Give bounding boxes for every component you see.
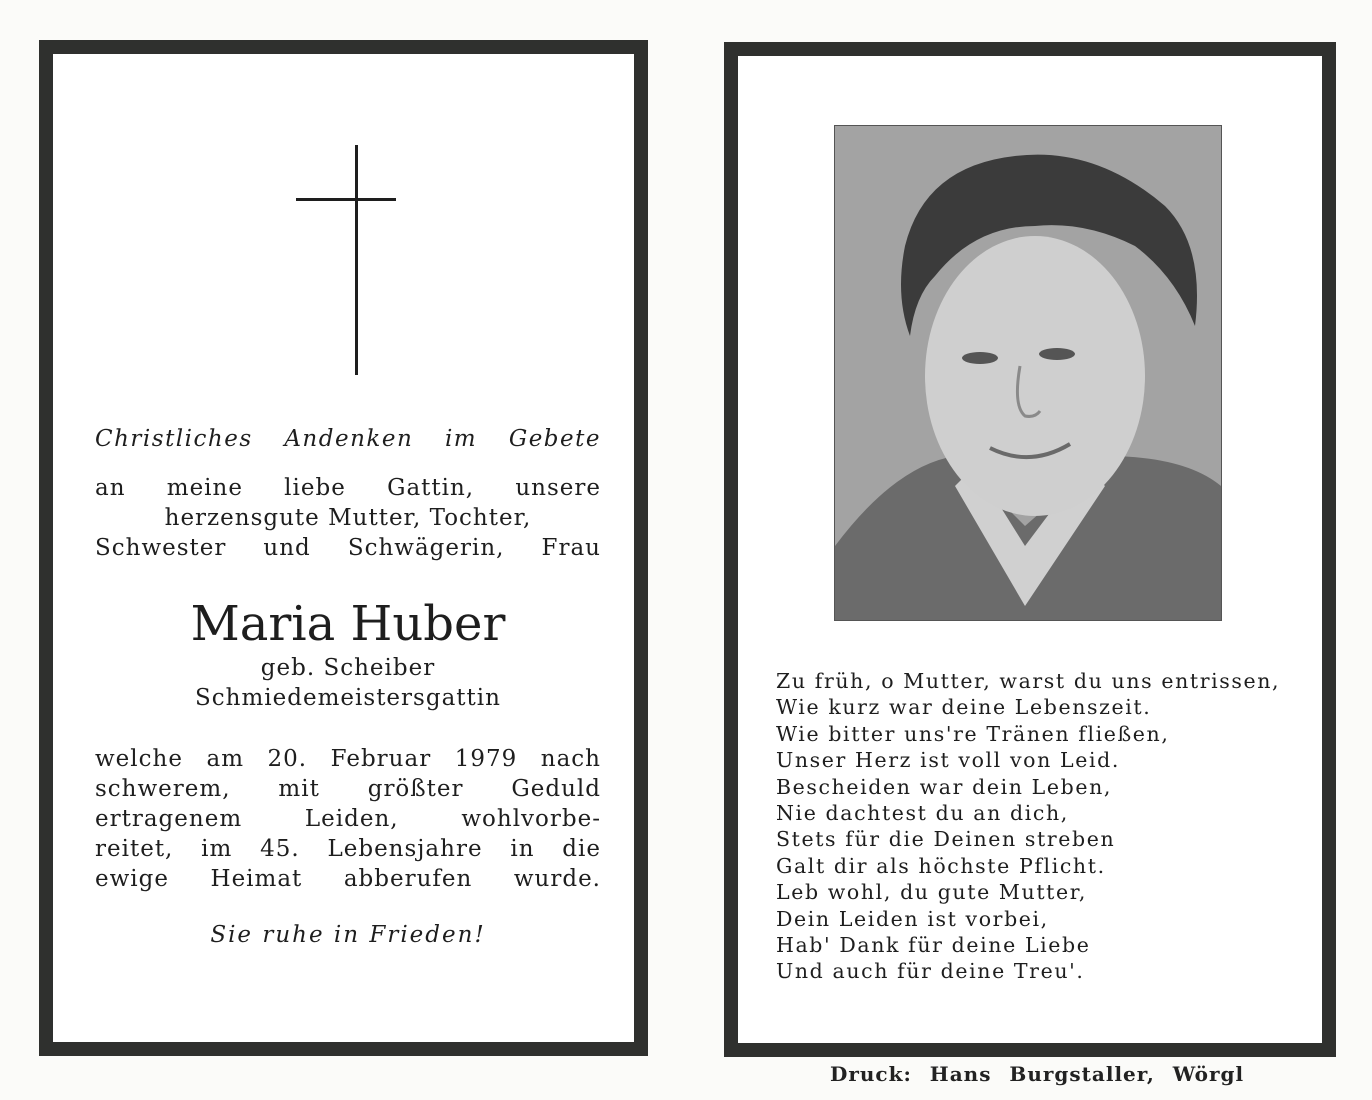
memorial-poem — [776, 668, 1280, 985]
name-subtitle — [95, 653, 601, 713]
portrait-photo — [834, 125, 1222, 621]
obituary-line: ewige Heimat abberufen wurde. — [95, 866, 601, 892]
intro-line: herzensgute Mutter, Tochter, — [164, 505, 532, 531]
poem-line: Wie kurz war deine Lebenszeit. — [776, 695, 1152, 720]
poem-line: Unser Herz ist voll von Leid. — [776, 748, 1120, 773]
intro-text — [95, 473, 601, 563]
intro-line: Schwester und Schwägerin, Frau — [95, 535, 601, 561]
poem-line: Hab' Dank für deine Liebe — [776, 933, 1091, 958]
poem-line: Und auch für deine Treu'. — [776, 959, 1085, 984]
birth-name: geb. Scheiber — [260, 655, 436, 681]
poem-line: Galt dir als höchste Pflicht. — [776, 853, 1106, 878]
occupation: Schmiedemeistersgattin — [195, 685, 501, 711]
card-heading — [95, 424, 601, 454]
deceased-name: Maria Huber — [190, 596, 506, 652]
intro-line: an meine liebe Gattin, unsere — [95, 475, 601, 501]
poem-line: Bescheiden war dein Leben, — [776, 774, 1112, 799]
obituary-line: schwerem, mit größter Geduld — [95, 776, 601, 802]
heading-text: Christliches Andenken im Gebete — [95, 426, 601, 452]
printer-credit: Druck: Hans Burgstaller, Wörgl — [830, 1062, 1245, 1086]
obituary-line: reitet, im 45. Lebensjahre in die — [95, 836, 601, 862]
memorial-card-front — [39, 40, 648, 1056]
poem-line: Dein Leiden ist vorbei, — [776, 906, 1049, 931]
poem-line: Leb wohl, du gute Mutter, — [776, 880, 1087, 905]
obituary-text — [95, 744, 601, 894]
memorial-card-back — [724, 42, 1336, 1057]
poem-line: Zu früh, o Mutter, warst du uns entrissen, — [776, 669, 1281, 693]
poem-line: Nie dachtest du an dich, — [776, 801, 1069, 826]
obituary-line: welche am 20. Februar 1979 nach — [95, 746, 601, 772]
closing-blessing: Sie ruhe in Frieden! — [210, 922, 486, 948]
poem-line: Stets für die Deinen streben — [776, 827, 1116, 852]
obituary-line: ertragenem Leiden, wohlvorbe- — [95, 806, 601, 832]
poem-line: Wie bitter uns're Tränen fließen, — [776, 721, 1170, 746]
